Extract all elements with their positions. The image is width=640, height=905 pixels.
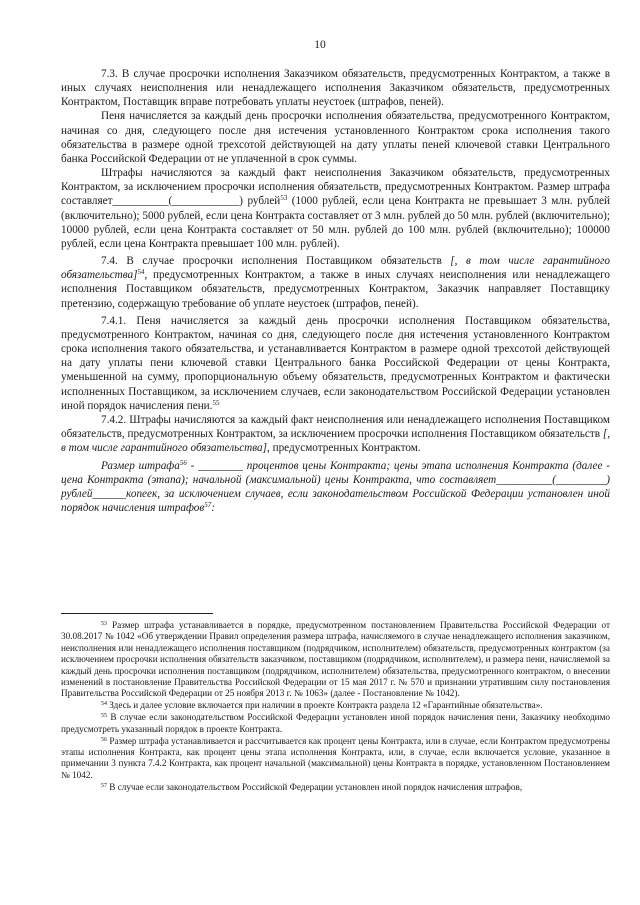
footnote-number: 57 [101,782,107,789]
footnote-text: В случае если законодательством Российской Федерации установлен иной порядок начисления пени, Заказчику необходимо предусмотреть указанный порядок в проекте Контракта. [61,712,610,734]
footnote-57 [61,782,610,793]
paragraph-penalty-customer [61,109,610,166]
paragraph-tail: : [211,501,215,514]
footnote-55 [61,712,610,735]
footnotes [61,620,610,794]
clause-number: 7.4.1. [101,314,127,327]
clause-number: 7.4. [101,255,118,268]
footnote-text: Размер штрафа устанавливается и рассчитывается как процент цены Контракта, или в случае, если Контрактом предусмотрены этапы исполнения Контракта, как процент цены этапа исполнения Контракта, или, в случае, если включается условие, указанное в примечании 3 пункта 7.4.2 Контракта, как процент начальной (максимальной) цены Контракта в порядке, установленном Постановлением № 1042. [61,735,610,780]
footnote-ref-55[interactable]: 55 [212,398,220,407]
paragraph-text: , предусмотренных Контрактом, а также в иных случаях неисполнения или ненадлежащего исполнения Поставщиком обязательств, предусмотренных Контрактом, Заказчик направляет Поставщику претензию, содержащую требование об уплате неустоек (штрафов, пеней). [61,269,610,310]
paragraph-text: Штрафы начисляются за каждый факт неисполнения Заказчиком обязательств, предусмотренных Контрактом, за исключением просрочки исполнения обязательств, предусмотренных Контрактом. Размер штрафа составляет__________(____________) рублей [61,167,610,208]
italic-clause: [, в том числе гарантийного обязательства] [61,428,610,455]
paragraph-text: В случае просрочки исполнения Поставщиком обязательств [117,255,451,268]
footnote-number: 54 [101,701,107,708]
paragraph-text: Штрафы начисляются за каждый факт неисполнения или ненадлежащего исполнения Поставщиком обязательств, предусмотренных Контрактом, за исключением просрочки исполнения Поставщиком обязательств [61,413,610,441]
italic-clause: - ________ процентов цены Контракта; цены этапа исполнения Контракта (далее - цена Контракта (этапа); начальной (максимальной) цены Контракта, что составляет__________(_________) рублей______копеек, за исключением случаев, если законодательством Российской Федерации установлен иной порядок начисления штрафов [61,459,610,514]
paragraph-text: В случае просрочки исполнения Заказчиком обязательств, предусмотренных Контрактом, а также в иных случаях неисполнения или ненадлежащего исполнения Заказчиком обязательств, предусмотренных Контрактом, Поставщик вправе потребовать уплаты неустоек (штрафов, пеней). [61,68,610,109]
footnote-separator [61,613,213,614]
footnote-text: Размер штрафа устанавливается в порядке, предусмотренном постановлением Правительства Российской Федерации от 30.08.2017 № 1042 «Об утверждении Правил определения размера штрафа, начисляемого в случае ненадлежащего исполнения заказчиком, неисполнения или ненадлежащего исполнения поставщиком (подрядчиком, исполнителем) обязательств, предусмотренных контрактом (за исключением просрочки исполнения обязательств заказчиком, поставщиком (подрядчиком, исполнителем), и размера пени, начисляемой за каждый день просрочки исполнения поставщиком (подрядчиком, исполнителем) обязательства, предусмотренного контрактом, о внесении изменений в постановление Правительства Российской Федерации от 15 мая 2017 г. № 570 и признании утратившим силу постановления Правительства Российской Федерации от 25 ноября 2013 г. № 1063» (далее - Постановление № 1042). [61,620,610,699]
clause-number: 7.4.2. [101,413,127,426]
paragraph-7-4 [61,254,610,311]
paragraph-7-4-1 [61,314,610,413]
footnote-number: 56 [101,736,107,743]
footnote-53 [61,620,610,700]
footnote-56 [61,736,610,782]
footnote-ref-53[interactable]: 53 [280,194,288,203]
footnote-54 [61,700,610,711]
paragraph-text: Пеня начисляется за каждый день просрочки исполнения обязательства, предусмотренного Контрактом, начиная со дня, следующего после дня истечения установленного Контрактом срока исполнения такого обязательства в размере одной трехсотой действующей на дату уплаты пеней ключевой ставки Центрального банка Российской Федерации от не уплаченной в срок суммы. [61,110,610,165]
footnote-text: В случае если законодательством Российской Федерации установлен иной порядок начисления штрафов, [107,781,523,792]
footnote-ref-57[interactable]: 57 [204,500,212,509]
paragraph-text: Пеня начисляется за каждый день просрочки исполнения Поставщиком обязательства, предусмотренного Контрактом, начиная со дня, следующего после дня истечения установленного Контрактом срока исполнения такого обязательства, и устанавливается Контрактом в размере одной трехсотой действующей на дату уплаты пени ключевой ставки Центрального банка Российской Федерации от цены Контракта, уменьшенной на сумму, пропорциональную объему обязательств, предусмотренных Контрактом и фактически исполненных Поставщиком, за исключением случаев, если законодательством Российской Федерации установлен иной порядок начисления пени. [61,314,610,412]
footnote-number: 53 [101,621,107,627]
footnote-text: Здесь и далее условие включается при наличии в проекте Контракта раздела 12 «Гарантийные обязательства». [107,700,543,711]
paragraph-text: , предусмотренных Контрактом. [266,442,421,455]
paragraph-text: (1000 рублей, если цена Контракта не превышает 3 млн. рублей (включительно); 5000 рублей, если цена Контракта составляет от 3 млн. рублей до 50 млн. рублей (включительно); 10000 рублей, если цена Контракта составляет от 50 млн. рублей до 100 млн. рублей (включительно); 100000 рублей, если цена Контракта превышает 100 млн. рублей). [61,195,611,250]
paragraph-7-3 [61,67,610,109]
italic-clause: [, в том числе гарантийного обязательства] [61,255,610,282]
footnote-ref-54[interactable]: 54 [137,268,145,277]
paragraph-fine-size [61,459,610,516]
paragraph-fines-customer [61,166,610,251]
italic-clause: Размер штрафа [101,459,180,472]
paragraph-7-4-2 [61,413,610,455]
footnote-number: 55 [101,713,107,720]
clause-number: 7.3. [101,68,118,80]
document-body [61,67,610,515]
page-number: 10 [314,39,326,51]
footnote-ref-56[interactable]: 56 [179,458,187,467]
